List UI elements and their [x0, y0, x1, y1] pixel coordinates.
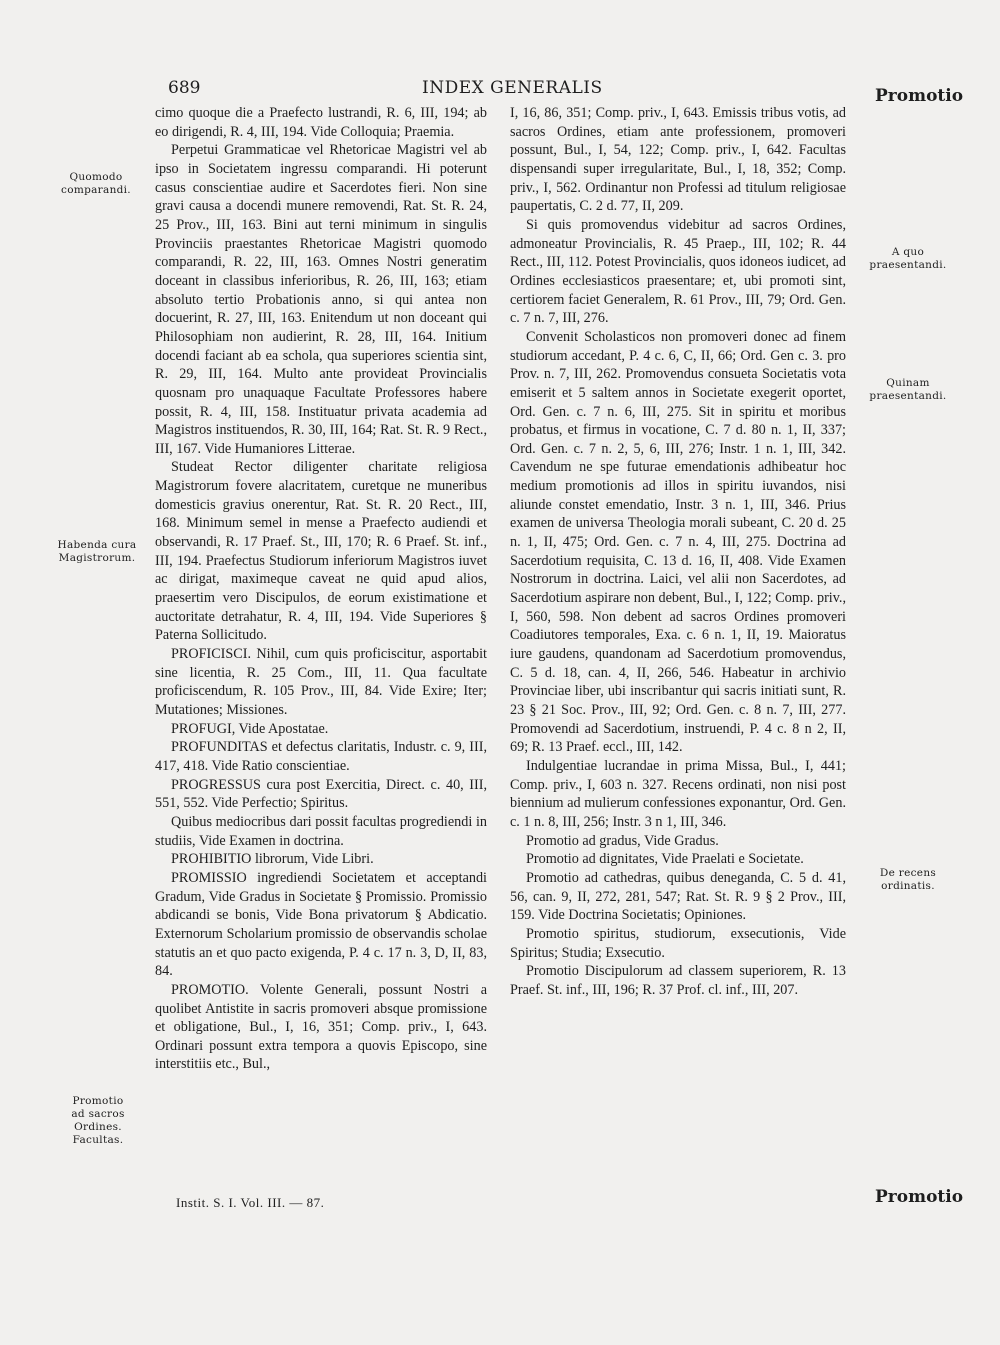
margin-note-line: De recens [879, 867, 937, 879]
paragraph: PROGRESSUS cura post Exercitia, Direct. c. 40, III, 551, 552. Vide Perfectio; Spiritus. [155, 776, 487, 812]
right-column [510, 104, 846, 1000]
paragraph: cimo quoque die a Praefecto lustrandi, R. 6, III, 194; ab eo dirigendi, R. 4, III, 194. Vide Colloquia; Praemia. [155, 105, 487, 140]
margin-note-line: Quomodo [69, 171, 123, 183]
running-title: INDEX GENERALIS [422, 78, 603, 98]
paragraph: Perpetui Grammaticae vel Rhetoricae Magistri vel ab ipso in Societatem ingressu comparandi. Hi poterunt casus conscientiae audire et Sacerdotes fieri. Non sine gravi causa a docendi munere removendi, Rat. St. R. 24, 25 Prov., III, 163. Bini aut terni minimum in singulis Provinciis praestantes Rhetoricae Magistri quomodo comparandi, R. 22, III, 163. Omnes Nostri generatim doceant in classibus inferioribus, R. 26, III, 163; etiam absoluto tertio Probationis anno, si qui antea non docuerint, R. 27, III, 163. Enitendum ut non doceant qui Philosophiam non audierint, R. 28, III, 164. Initium docendi faciant ab ea schola, qua superiores scientia sint, R. 29, III, 164. Multo ante provideat Provincialis quosnam pro unaquaque Facultate Professores habere possit, R. 4, III, 158. Instituatur privata academia ad Magistros instituendos, R. 30, III, 164; Rat. St. R. 9 Rect., III, 167. Vide Humaniores Litterae. [155, 142, 487, 457]
signature-mark: Instit. S. I. Vol. III. — 87. [176, 1195, 325, 1210]
margin-note-line: A quo [891, 246, 925, 258]
margin-note [56, 171, 136, 197]
paragraph: Promotio ad cathedras, quibus deneganda, C. 5 d. 41, 56, can. 9, II, 272, 281, 547; Rat. St. R. 9 § 2 Prov., III, 159. Vide Doctrina Societatis; Opiniones. [510, 869, 846, 924]
paragraph: PROFICISCI. Nihil, cum quis proficiscitur, asportabit sine licentia, R. 25 Com., III, 11. Qua facultate proficiscendum, R. 105 Prov., III, 84. Vide Exire; Iter; Mutationes; Missiones. [155, 646, 487, 718]
paragraph: Si quis promovendus videbitur ad sacros Ordines, admoneatur Provincialis, R. 45 Praep., III, 102; R. 44 Rect., III, 112. Potest Provincialis, quos idoneos iudicet, ad Ordines ecclesiasticos praesentare; et, ubi promoti sint, certiorem faciet Generalem, R. 61 Prov., III, 79; Ord. Gen. c. 7 n. 7, III, 276. [510, 216, 846, 327]
margin-note-line: ad sacros [71, 1108, 125, 1120]
paragraph: PROMISSIO ingrediendi Societatem et acceptandi Gradum, Vide Gradus in Societate § Promissio. Promissio abdicandi se bonis, Vide Bona privatorum § Abdicatio. Externorum Scholarium promissio de observandis scholae statutis an et quo pacto exigenda, P. 4 c. 17 n. 3, D, II, 83, 84. [155, 869, 487, 980]
paragraph: Indulgentiae lucrandae in prima Missa, Bul., I, 441; Comp. priv., I, 603 n. 327. Recens ordinati, non nisi post biennium ad mulierum confessiones exponantur, Ord. Gen. c. 1 n. 8, III, 256; Instr. 3 n 1, III, 346. [510, 757, 846, 830]
paragraph: Studeat Rector diligenter charitate religiosa Magistrorum fovere alacritatem, curetque ne muneribus domesticis gravius onerentur, Rat. St. R. 20 Rect., III, 168. Minimum semel in mense a Praefecto audiendi et observandi, R. 17 Praef. St., III, 170; R. 6 Praef. St. inf., III, 194. Praefectus Studiorum inferiorum Magistros iuvet ac dirigat, maximeque caveat ne quid apud alios, praesertim vero Discipulos, de eorum existimatione et auctoritate detrahatur, R. 4, III, 194. Vide Superiores § Paterna Sollicitudo. [155, 459, 487, 644]
section-head: Promotio [875, 86, 964, 106]
paragraph: PROFUNDITAS et defectus claritatis, Industr. c. 9, III, 417, 418. Vide Ratio conscientiae. [155, 739, 487, 774]
page-number: 689 [168, 78, 201, 98]
margin-note-line: praesentandi. [869, 390, 947, 402]
margin-note-line: Ordines. [74, 1121, 122, 1133]
margin-note [44, 539, 150, 565]
margin-note-line: Habenda cura [57, 539, 137, 551]
paragraph: Promotio ad gradus, Vide Gradus. [526, 832, 719, 849]
margin-note [858, 377, 958, 403]
left-column [155, 104, 487, 1074]
paragraph: PROMOTIO. Volente Generali, possunt Nostri a quolibet Antistite in sacris promoveri absque promissione et obligatione, Bul., I, 16, 351; Comp. priv., I, 643. Ordinari possunt extra tempora a quovis Episcopo, sine interstitiis etc., Bul., [155, 981, 487, 1073]
margin-note-line: Facultas. [72, 1134, 124, 1146]
paragraph: PROHIBITIO librorum, Vide Libri. [171, 851, 374, 868]
paragraph: Quibus mediocribus dari possit facultas progrediendi in studiis, Vide Examen in doctrina. [155, 813, 487, 849]
margin-note-line: ordinatis. [881, 880, 935, 892]
paragraph: I, 16, 86, 351; Comp. priv., I, 643. Emissis tribus votis, ad sacros Ordines, etiam ante professionem, promoveri possunt, Bul., I, 54, 122; Comp. priv., I, 642. Facultas dispensandi super irregularitate, Bul., I, 18, 352; Comp. priv., I, 562. Ordinantur non Professi ad titulum religiosae paupertatis, C. 2 d. 77, II, 209. [510, 105, 846, 215]
margin-note-line: Magistrorum. [58, 552, 136, 564]
margin-note-line: comparandi. [61, 184, 131, 196]
margin-note [858, 867, 958, 893]
margin-note-line: Quinam [886, 377, 930, 389]
section-foot: Promotio [875, 1187, 964, 1207]
margin-note [858, 246, 958, 272]
paragraph: Promotio Discipulorum ad classem superiorem, R. 13 Praef. St. inf., III, 196; R. 37 Prof. cl. inf., III, 207. [510, 963, 846, 998]
margin-note-line: Promotio [72, 1095, 124, 1107]
paragraph: PROFUGI, Vide Apostatae. [171, 720, 329, 737]
paragraph: Convenit Scholasticos non promoveri donec ad finem studiorum accedant, P. 4 c. 6, C, II, 66; Ord. Gen c. 3. pro Prov. n. 7, III, 262. Promovendus consueta Societatis vota emiserit et 5 saltem annos in Societate exegerit oportet, Ord. Gen. c. 7 n. 6, III, 275. Sit in spiritu et moribus probatus, et firmus in vocatione, C. 7 d. 80 n. 1, II, 337; Ord. Gen. c. 7 n. 2, 5, 6, III, 276; Instr. 1 n. 1, III, 342. Cavendum ne spe futurae emendationis adhibeatur hoc medium promotionis ad illos in spiritu iuvandos, nisi aliunde constet emendatio, Instr. 3 n. 1, III, 346. Prius examen de universa Theologia morali subeant, C. 20 d. 25 n. 1, II, 475; Ord. Gen. c. 7 n. 4, III, 275. Doctrina ad Sacerdotium requisita, C. 13 d. 16, II, 408. Vide Examen Nostrorum in doctrina. Laici, vel alii non Sacerdotes, ad Sacerdotium aspirare non debent, Bul., I, 122; Comp. priv., I, 560, 598. Non debent ad sacros Ordines promoveri Coadiutores temporales, Exa. c. 6 n. 1, II, 19. Maioratus iure gaudens, quandonam ad Sacerdotium promovendus, C. 5 d. 18, can. 4, II, 266, 546. Habeatur in archivio Provinciae liber, ubi inscribantur qui sacris initiati sunt, R. 23 § 21 Soc. Prov., III, 92; Ord. Gen. c. 8 n. 7, III, 277. Promovendi ad Sacerdotium, instruendi, P. 4 c. 8 n 2, II, 69; R. 13 Praef. eccl., III, 142. [510, 328, 846, 756]
margin-note [58, 1095, 138, 1147]
paragraph: Promotio ad dignitates, Vide Praelati e Societate. [526, 851, 804, 868]
paragraph: Promotio spiritus, studiorum, exsecutionis, Vide Spiritus; Studia; Exsecutio. [510, 925, 846, 961]
margin-note-line: praesentandi. [869, 259, 947, 271]
